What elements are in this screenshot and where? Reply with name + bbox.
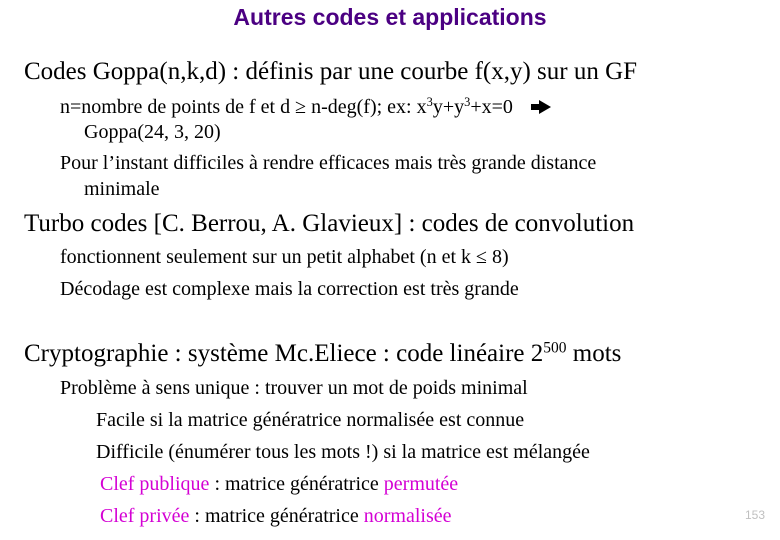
right-arrow-icon (539, 100, 551, 114)
goppa-heading: Codes Goppa(n,k,d) : définis par une courbe f(x,y) sur un GF (24, 58, 638, 85)
goppa-line-2b: minimale (84, 178, 160, 200)
private-key-mid: : matrice génératrice (189, 505, 364, 527)
goppa-line-2: Pour l’instant difficiles à rendre efficaces mais très grande distance (60, 152, 597, 174)
goppa-line-1-mid: n-deg(f); ex: x (306, 96, 427, 118)
public-key-mid: : matrice génératrice (209, 473, 384, 495)
turbo-line-1-pre: fonctionnent seulement sur un petit alphabet (n et k (60, 246, 476, 268)
geq-symbol: ≥ (295, 96, 307, 118)
public-key-line (100, 473, 458, 496)
goppa-line-1-pre: n=nombre de points de f et d (60, 96, 296, 118)
private-key-highlight: normalisée (363, 505, 452, 527)
goppa-line-1b: Goppa(24, 3, 20) (84, 121, 221, 143)
goppa-line-1 (60, 96, 551, 119)
turbo-line-2: Décodage est complexe mais la correction est très grande (60, 278, 519, 300)
private-key-label: Clef privée (100, 505, 190, 527)
goppa-line-1-mid2: y+y (432, 96, 465, 118)
public-key-highlight: permutée (383, 473, 459, 495)
turbo-line-1 (60, 246, 509, 269)
crypto-line-1: Problème à sens unique : trouver un mot de poids minimal (60, 377, 528, 399)
slide-title: Autres codes et applications (233, 4, 547, 30)
exponent: 3 (464, 95, 471, 110)
leq-symbol: ≤ (476, 246, 487, 268)
public-key-label: Clef publique (100, 473, 210, 495)
exponent: 500 (543, 339, 567, 357)
crypto-heading (24, 340, 621, 368)
turbo-heading: Turbo codes [C. Berrou, A. Glavieux] : codes de convolution (24, 210, 635, 237)
crypto-line-2: Facile si la matrice génératrice normalisée est connue (96, 409, 525, 431)
exponent: 3 (426, 95, 433, 110)
crypto-heading-end: mots (566, 340, 622, 367)
private-key-line (100, 505, 452, 528)
goppa-line-1-end: +x=0 (470, 96, 513, 118)
turbo-line-1-end: 8) (486, 246, 509, 268)
page-number: 153 (745, 508, 766, 522)
crypto-line-3: Difficile (énumérer tous les mots !) si la matrice est mélangée (96, 441, 590, 463)
crypto-heading-pre: Cryptographie : système Mc.Eliece : code linéaire 2 (24, 340, 544, 367)
